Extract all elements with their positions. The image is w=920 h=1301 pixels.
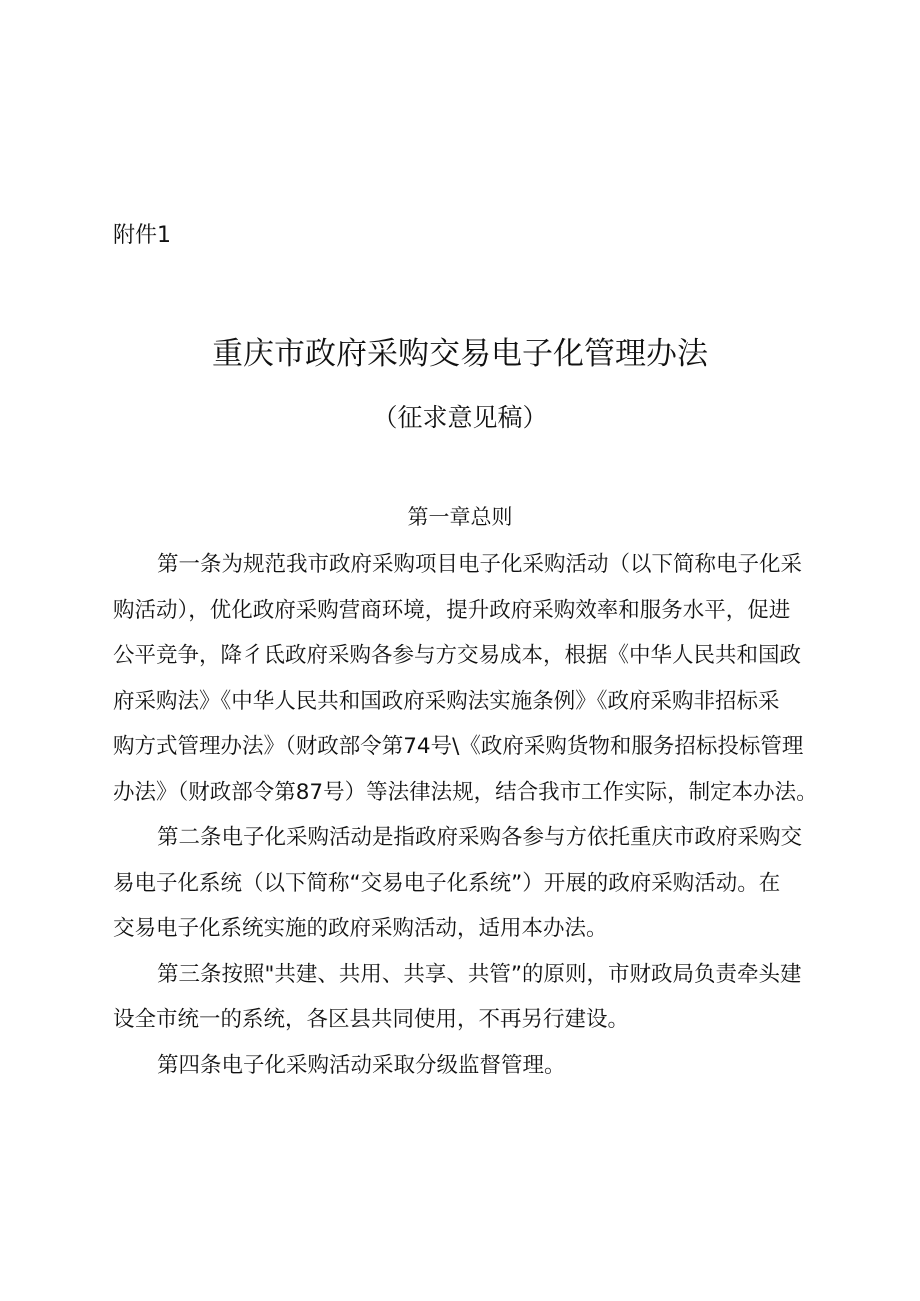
chapter-heading: 第一章总则 (407, 505, 513, 529)
text-line: 易电子化系统（以下简称“交易电子化系统”）开展的政府采购活动。在 (113, 870, 781, 896)
text-line: 设全市统一的系统，各区县共同使用，不再另行建设。 (113, 1007, 630, 1032)
text-line: 第一条为规范我市政府采购项目电子化采购活动（以下简称电子化采 (157, 552, 803, 577)
text-line: 交易电子化系统实施的政府采购活动，适用本办法。 (113, 916, 608, 941)
document-title: 重庆市政府采购交易电子化管理办法 (212, 336, 708, 372)
text-line: 府采购法》《中华人民共和国政府采购法实施条例》《政府采购非招标采 (113, 688, 780, 714)
body-text (113, 542, 823, 1088)
document-subtitle: （征求意见稿） (372, 403, 548, 432)
text-line: 办法》（财政部令第87号）等法律法规，结合我市工作实际，制定本办法。 (113, 779, 818, 805)
text-line: 第二条电子化采购活动是指政府采购各参与方依托重庆市政府采购交 (157, 825, 803, 850)
article-2-paragraph (113, 815, 823, 952)
article-3-paragraph (113, 952, 823, 1043)
attachment-label: 附件1 (113, 223, 171, 248)
article-1-paragraph (113, 542, 823, 815)
text-line: 购活动），优化政府采购营商环境，提升政府采购效率和服务水平，促进 (113, 597, 791, 623)
text-line: 购方式管理办法》（财政部令第74号\《政府采购货物和服务招标投标管理 (113, 734, 804, 759)
article-4-paragraph (113, 1043, 823, 1089)
text-line: 公平竞争，降彳氐政府采购各参与方交易成本，根据《中华人民共和国政 (113, 643, 802, 668)
text-line: 第三条按照"共建、共用、共享、共管”的原则，市财政局负责牵头建 (157, 961, 802, 987)
text-line: 第四条电子化采购活动采取分级监督管理。 (157, 1052, 566, 1078)
